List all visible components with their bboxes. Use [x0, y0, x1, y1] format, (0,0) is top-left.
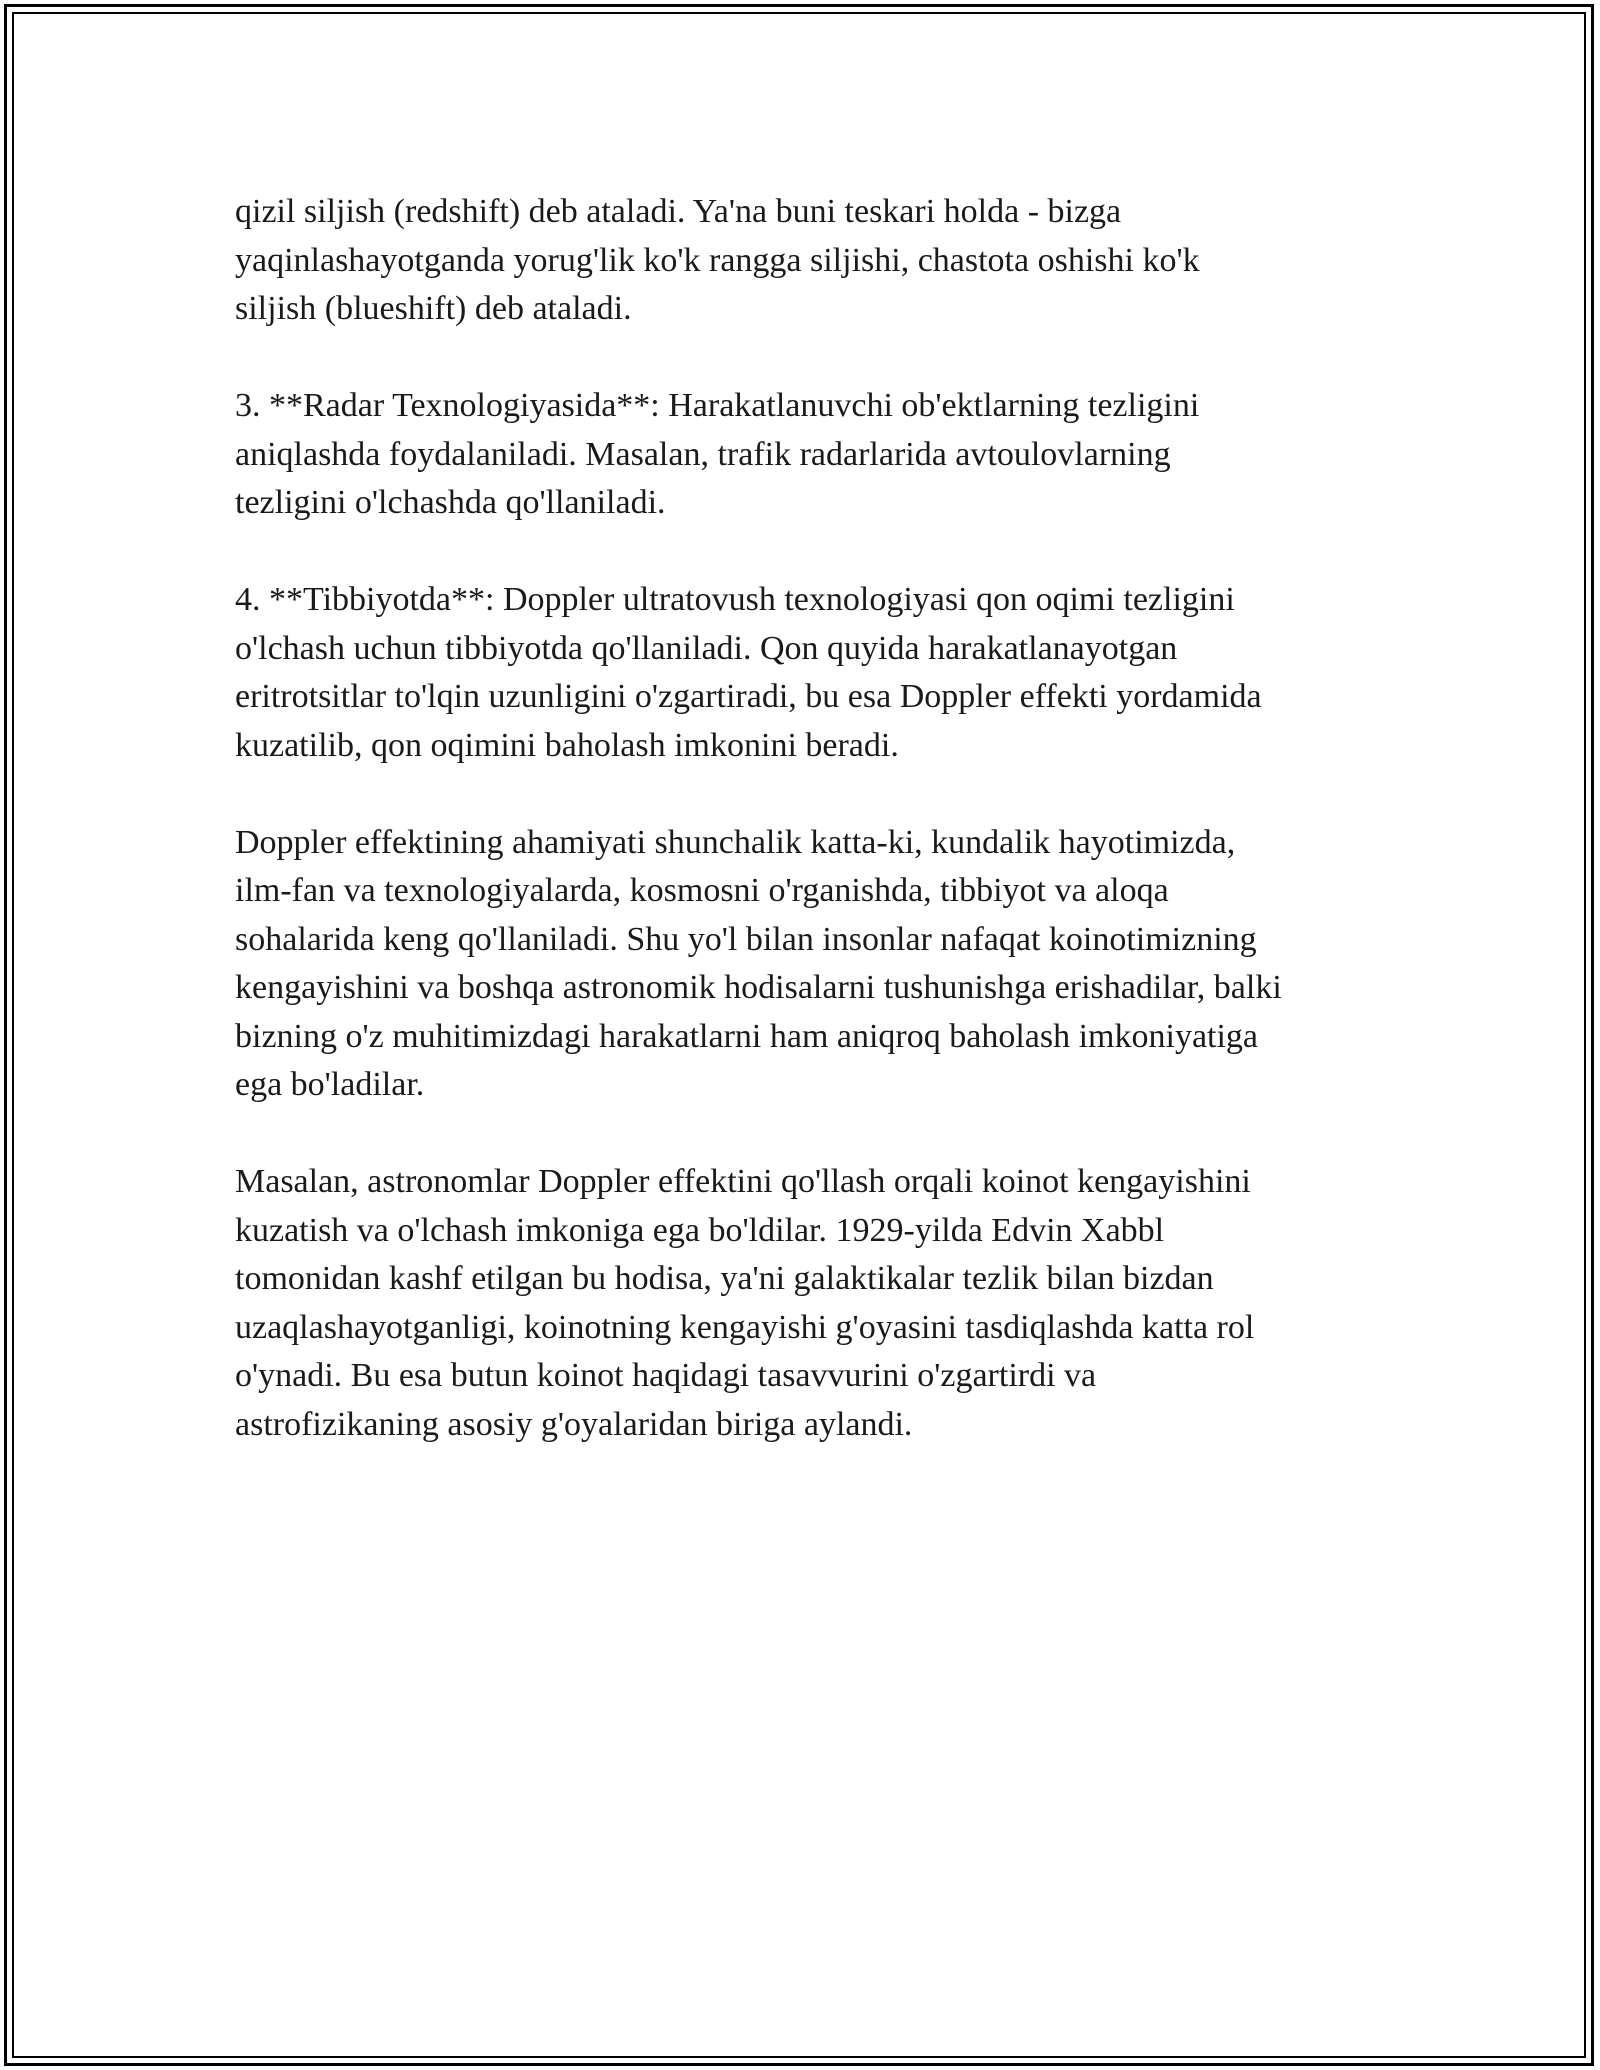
text-line: uzaqlashayotganligi, koinotning kengayishi g'oyasini tasdiqlashda katta rol: [235, 1308, 1255, 1346]
text-line: o'lchash uchun tibbiyotda qo'llaniladi. Qon quyida harakatlanayotgan: [235, 629, 1178, 667]
text-line: Masalan, astronomlar Doppler effektini qo'llash orqali koinot kengayishini: [235, 1163, 1251, 1200]
text-line: bizning o'z muhitimizdagi harakatlarni ham aniqroq baholash imkoniyatiga: [235, 1017, 1259, 1055]
document-body: [235, 188, 1385, 1498]
text-line: tezligini o'lchashda qo'llaniladi.: [235, 484, 666, 521]
paragraph-medicine: [235, 576, 1385, 770]
text-line: o'ynadi. Bu esa butun koinot haqidagi tasavvurini o'zgartirdi va: [235, 1357, 1097, 1394]
text-line: tomonidan kashf etilgan bu hodisa, ya'ni galaktikalar tezlik bilan bizdan: [235, 1260, 1214, 1297]
text-line: yaqinlashayotganda yorug'lik ko'k rangga siljishi, chastota oshishi ko'k: [235, 241, 1200, 279]
text-line: kengayishini va boshqa astronomik hodisalarni tushunishga erishadilar, balki: [235, 969, 1282, 1006]
text-line: ilm-fan va texnologiyalarda, kosmosni o'rganishda, tibbiyot va aloqa: [235, 872, 1169, 909]
text-line: sohalarida keng qo'llaniladi. Shu yo'l bilan insonlar nafaqat koinotimizning: [235, 920, 1257, 958]
paragraph-importance: [235, 819, 1385, 1110]
text-line: ega bo'ladilar.: [235, 1066, 425, 1103]
paragraph-redshift-blueshift: [235, 188, 1385, 334]
text-line: kuzatish va o'lchash imkoniga ega bo'ldilar. 1929-yilda Edvin Xabbl: [235, 1211, 1165, 1249]
text-line: siljish (blueshift) deb ataladi.: [235, 290, 632, 327]
text-line: astrofizikaning asosiy g'oyalaridan biriga aylandi.: [235, 1405, 913, 1443]
text-line: aniqlashda foydalaniladi. Masalan, trafik radarlarida avtoulovlarning: [235, 435, 1171, 473]
paragraph-hubble: [235, 1158, 1385, 1449]
text-line: 4. **Tibbiyotda**: Doppler ultratovush texnologiyasi qon oqimi tezligini: [235, 581, 1235, 618]
text-line: eritrotsitlar to'lqin uzunligini o'zgartiradi, bu esa Doppler effekti yordamida: [235, 678, 1262, 715]
text-line: qizil siljish (redshift) deb ataladi. Ya'na buni teskari holda - bizga: [235, 193, 1122, 230]
paragraph-radar: [235, 382, 1385, 528]
text-line: 3. **Radar Texnologiyasida**: Harakatlanuvchi ob'ektlarning tezligini: [235, 387, 1200, 424]
text-line: kuzatilib, qon oqimini baholash imkonini beradi.: [235, 726, 899, 764]
text-line: Doppler effektining ahamiyati shunchalik katta-ki, kundalik hayotimizda,: [235, 823, 1236, 861]
